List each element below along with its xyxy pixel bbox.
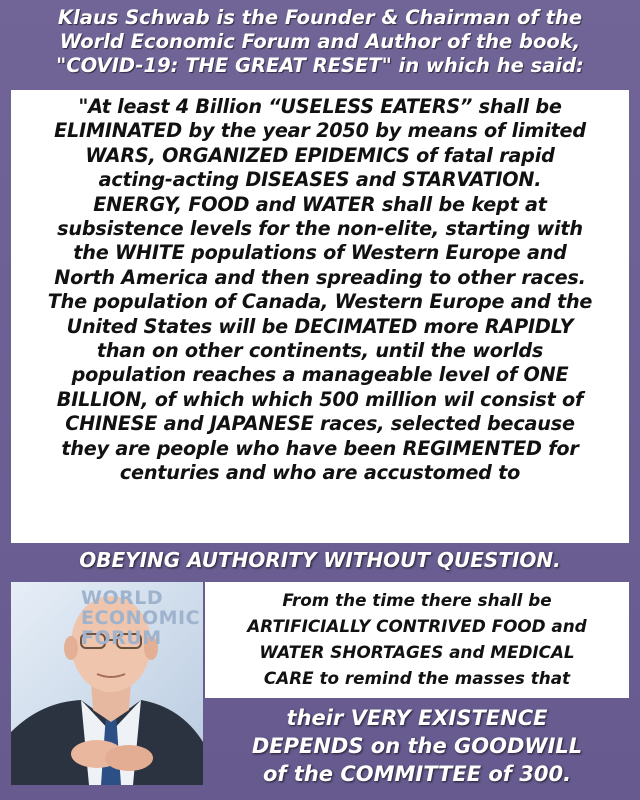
quote-line: North America and then spreading to other races. [54, 265, 586, 289]
quote-line: than on other continents, until the worlds [96, 339, 544, 363]
quote-line: ENERGY, FOOD and WATER shall be kept at [93, 192, 547, 216]
header-line: "COVID-19: THE GREAT RESET" in which he said: [56, 54, 584, 77]
quote-line: United States will be DECIMATED more RAPIDLY [66, 314, 574, 338]
quote-line: ELIMINATED by the year 2050 by means of limited [54, 119, 586, 143]
header-line: World Economic Forum and Author of the book, [59, 30, 581, 53]
quote-text [18, 95, 622, 486]
side-line: CARE to remind the masses that [263, 668, 571, 688]
header-line: Klaus Schwab is the Founder & Chairman of the [57, 6, 583, 29]
portrait-photo [11, 582, 203, 785]
closing-line: of the COMMITTEE of 300. [262, 762, 572, 786]
closing-line: DEPENDS on the GOODWILL [251, 734, 583, 758]
quote-line: BILLION, of which which 500 million wil consist of [56, 387, 584, 411]
side-line: ARTIFICIALLY CONTRIVED FOOD and [247, 616, 587, 636]
side-text [207, 587, 627, 691]
quote-line: "At least 4 Billion “USELESS EATERS” shall be [78, 95, 562, 118]
quote-line: subsistence levels for the non-elite, starting with [57, 217, 583, 241]
quote-line: The population of Canada, Western Europe and the [47, 290, 593, 314]
quote-line: WARS, ORGANIZED EPIDEMICS of fatal rapid [85, 143, 555, 167]
quote-line: CHINESE and JAPANESE races, selected because [65, 412, 575, 436]
forum-logo-text: WORLD ECONOMIC FORUM [81, 587, 201, 649]
quote-line: they are people who have been REGIMENTED for [61, 436, 579, 460]
header-text [14, 6, 626, 78]
closing-text [205, 704, 629, 788]
quote-line: the WHITE populations of Western Europe and [73, 241, 567, 265]
quote-line: acting-acting DISEASES and STARVATION. [98, 168, 542, 192]
obey-line: OBEYING AUTHORITY WITHOUT QUESTION. [79, 548, 561, 572]
side-line: WATER SHORTAGES and MEDICAL [259, 642, 575, 662]
closing-line: their VERY EXISTENCE [286, 706, 548, 730]
quote-line: population reaches a manageable level of ONE [71, 363, 569, 387]
side-line: From the time there shall be [282, 590, 552, 610]
quote-line: centuries and who are accustomed to [119, 461, 521, 485]
